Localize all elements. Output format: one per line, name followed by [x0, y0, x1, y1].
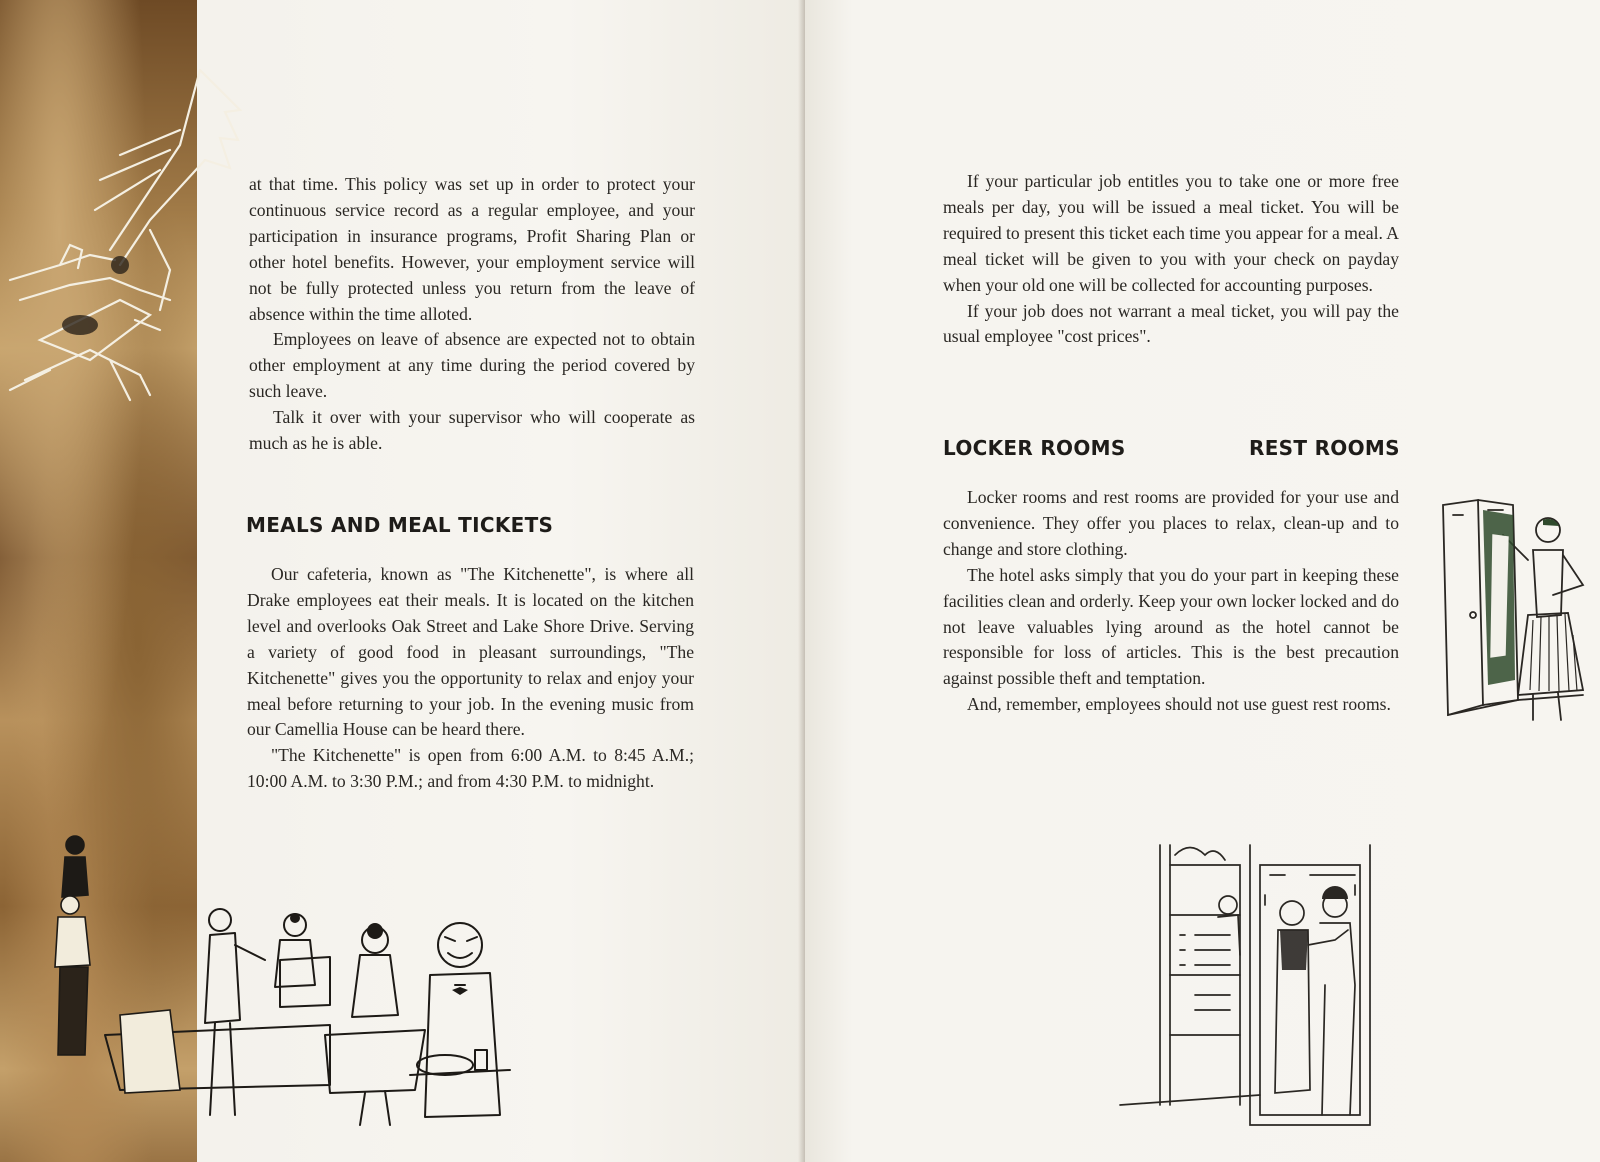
cafeteria-illustration [30, 825, 530, 1145]
paragraph: And, remember, employees should not use guest rest rooms. [967, 694, 1391, 715]
paragraph: Employees on leave of absence are expected not to obtain other employment at any time during the period covered by such leave. [249, 329, 695, 402]
paragraph: at that time. This policy was set up in order to protect your continuous service record as a regular employee, and your participation in insurance programs, Profit Sharing Plan or other hotel benefits. However, your employment service will not be fully protected unless you return from the leave of absence within the time alloted. [249, 174, 695, 324]
right-text-top [943, 169, 1399, 350]
left-text-top [249, 172, 695, 457]
paragraph: Our cafeteria, known as "The Kitchenette", is where all Drake employees eat their meals. It is located on the kitchen level and overlooks Oak Street and Lake Shore Drive. Serving a variety of good food in pleasant surroundings, "The Kitchenette" gives you the opportunity to relax and enjoy your meal before returning to your job. In the evening music from our Camellia House can be heard there. [247, 564, 694, 740]
paragraph: If your job does not warrant a meal ticket, you will pay the usual employee "cost prices". [943, 300, 1399, 347]
paragraph: If your particular job entitles you to take one or more free meals per day, you will be issued a meal ticket. You will be required to present this ticket each time you appear for a meal. A meal ticket will be given to you with your check on payday when your old one will be collected for accounting purposes. [943, 171, 1399, 295]
section-heading-rest-rooms: REST ROOMS [1249, 436, 1400, 460]
paragraph: The hotel asks simply that you do your part in keeping these facilities clean and orderly. Keep your own locker locked and do not leave valuables lying around as the hotel cannot be responsible for loss of articles. This is the best precaution against possible theft and temptation. [943, 564, 1399, 689]
paragraph: "The Kitchenette" is open from 6:00 A.M. to 8:45 A.M.; 10:00 A.M. to 3:30 P.M.; and from 4:30 P.M. to midnight. [247, 745, 694, 792]
beach-lounger-illustration [0, 50, 250, 450]
paragraph: Locker rooms and rest rooms are provided for your use and convenience. They offer you places to relax, clean-up and to change and store clothing. [943, 487, 1399, 559]
left-text-bottom [247, 562, 694, 795]
section-heading-locker-rooms: LOCKER ROOMS [943, 436, 1126, 460]
rest-room-illustration [1110, 835, 1380, 1140]
right-page [805, 0, 1600, 1162]
locker-room-illustration [1433, 495, 1598, 735]
right-text-bottom [943, 485, 1399, 718]
section-heading-meals: MEALS AND MEAL TICKETS [246, 513, 554, 537]
paragraph: Talk it over with your supervisor who will cooperate as much as he is able. [249, 407, 695, 454]
